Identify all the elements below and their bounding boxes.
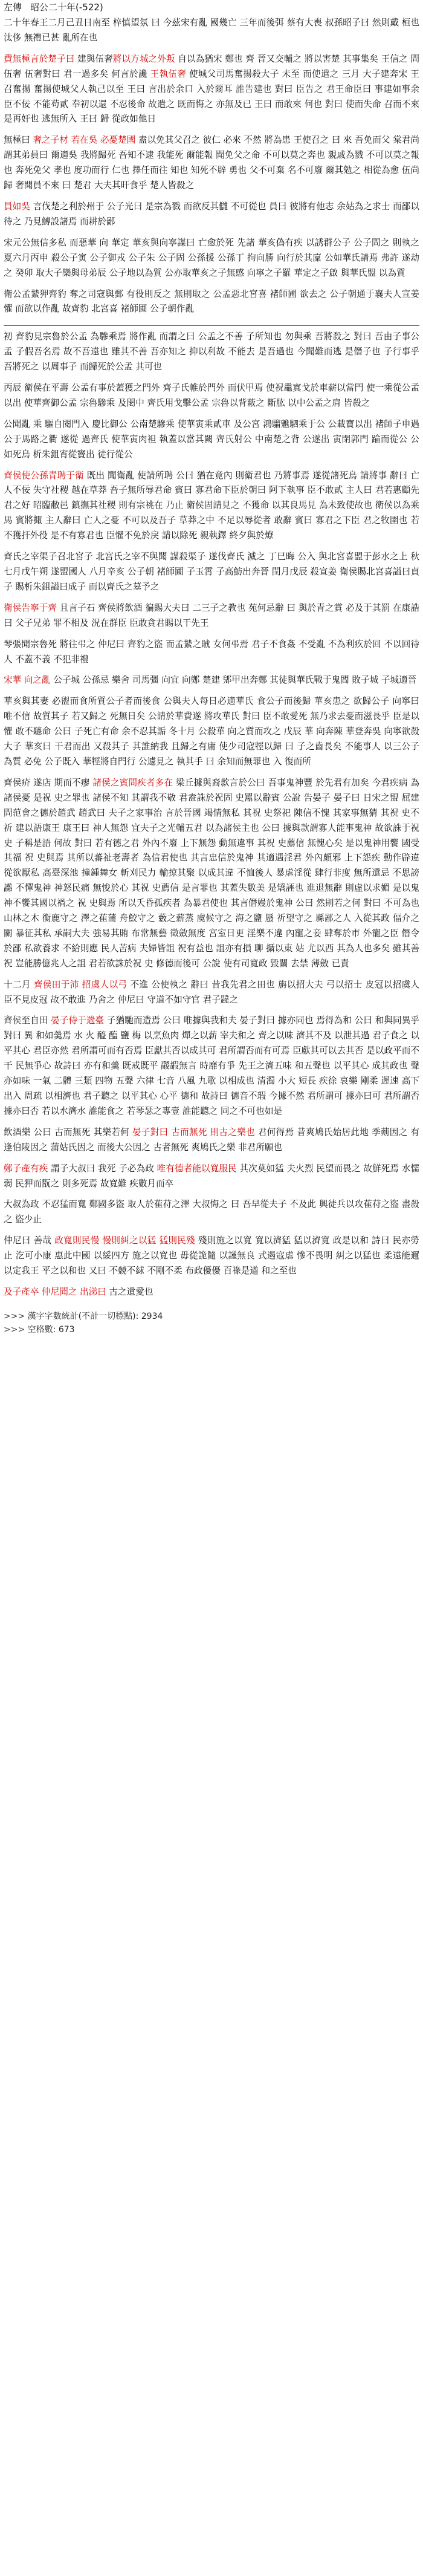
paragraph-gap [4, 194, 419, 200]
text-segment: 梁丘據與裔款言於公曰 吾事鬼神豐 於先君有加矣 今君疾病 為諸侯憂 是祝 史之罪也 諸侯不知 其謂我不敬 君盍誅於祝固 史嚚以辭賓 公說 告晏子 晏子曰 日宋之盟 屈建問范會之德於趙武 趙武曰 夫子之家事治 言於晉國 竭情無私 其祝 史祭祀 陳信不愧 其家事無猜 其祝 史不祈 建以語康王 康王曰 神人無怨 宜夫子之光輔五君 以為諸侯主也 公曰 據與款謂寡人能事鬼神 故欲誅于祝 史 子稱是語 何故 對曰 若有德之君 外內不廢 上下無怨 動無違事 其祝 史薦信 無愧心矣 是以鬼神用饗 國受其福 祝 史與焉 其所以蕃祉老壽者 為信君使也 其言忠信於鬼神 其適遇淫君 外內頗邪 上下怨疾 動作辟違 從欲厭私 高臺深池 撞鍾舞女 斬刈民力 輸掠其聚 以成其違 不恤後人 暴虐淫從 肆行非度 無所還忌 不思謗讟 不憚鬼神 神怒民痛 無悛於心 其祝 史薦信 是言罪也 其蓋失數美 是矯誣也 進退無辭 則虛以求媚 是以鬼神不饗其國以禍之 祝 史與焉 所以夭昏孤疾者 為暴君使也 其言僭嫚於鬼神 公曰 然則若之何 對曰 不可為也 山林之木 衡鹿守之 澤之萑蒲 舟鮫守之 藪之薪蒸 虞候守之 海之鹽 蜃 祈望守之 縣鄙之人 入從其政 偪介之關 暴征其私 承嗣大夫 強易其賄 布常無藝 徵斂無度 宮室日更 淫樂不違 內寵之妾 肆奪於市 外寵之臣 僭令於鄙 私欲養求 不給則應 民人苦病 夫婦皆詛 祝有益也 詛亦有損 聊 攝以東 姑 尤以西 其為人也多矣 雖其善祝 豈能勝億兆人之詛 君若欲誅於祝 史 修德而後可 公說 使有司寬政 毀關 去禁 薄斂 已責 [4, 777, 419, 969]
text-segment: 公聞亂 乘 驅自閱門入 慶比御公 公南楚驂乘 使華寅乘貳車 及公宮 鴻騮魋駟乘于公 公載寶以出 褚師子申遇公于馬路之衢 遂從 過齊氏 使華寅肉袒 執蓋以當其闕 齊氏射公 中南楚之背 公遂出 寅閉郭門 踰而從公 公如死鳥 析朱鉏宵從竇出 徒行從公 [4, 418, 419, 460]
paragraph [4, 601, 419, 631]
paragraph [4, 776, 419, 972]
paragraph [4, 1234, 419, 1279]
text-segment: 盍以免其父召之 彼仁 必來 不然 將為患 王使召之 曰 來 吾免而父 棠君尚謂其弟員曰 爾適吳 我將歸死 吾知不逮 我能死 爾能報 聞免父之命 不可以莫之奔也 親戚為戮 不可以莫之報也 奔死免父 孝也 度功而行 仁也 擇任而往 知也 知死不辟 勇也 父不可棄 名不可廢 爾其勉之 相從為愈 伍尚歸 奢聞員不來 曰 楚君 大夫其旰食乎 楚人皆殺之 [4, 135, 419, 191]
paragraph [4, 978, 419, 1008]
text-segment: 琴張聞宗魯死 將往弔之 仲尼曰 齊豹之盜 而孟縶之賊 女何弔焉 君子不食姦 不受亂 不為利疚於回 不以回待人 不蓋不義 不犯非禮 [4, 639, 419, 665]
paragraph [4, 16, 419, 46]
paragraph [4, 287, 419, 317]
paragraph-gap [4, 1300, 419, 1306]
text-segment: 謂子大叔曰 我死 子必為政 [48, 1163, 157, 1174]
highlighted-text: 齊侯使公孫青聘于衛 [4, 470, 84, 481]
highlighted-text: 將以方城之外叛 [112, 53, 175, 64]
space-count-line [4, 1323, 419, 1336]
book-title: 左傳 [4, 2, 22, 13]
paragraph-gap [4, 375, 419, 381]
paragraph [4, 52, 419, 128]
paragraph [4, 1162, 419, 1192]
paragraph-gap [4, 1279, 419, 1285]
highlighted-text: 衛侯告寧于齊 [4, 602, 57, 613]
text-segment: 衛公孟縶狎齊豹 奪之司寇與鄄 有役則反之 無則取之 公孟惡北宮喜 褚師圃 欲去之 公子朝通于襄夫人宣姜 懼 而欲以作亂 故齊豹 北宮喜 褚師圃 公子朝作亂 [4, 288, 419, 314]
highlighted-text: 晏子侍于遄臺 [51, 1015, 105, 1026]
section-divider [4, 325, 419, 326]
paragraph-gap [4, 544, 419, 550]
paragraph [4, 1197, 419, 1228]
paragraph-gap [4, 317, 419, 323]
text-segment: 子猶馳而造焉 公曰 唯據與我和夫 晏子對曰 據亦同也 焉得為和 公曰 和與同異乎 對曰 異 和如羹焉 水 火 醯 醢 鹽 梅 以烹魚肉 燀之以薪 宰夫和之 齊之以味 濟其不及 以泄其過 君子食之 以平其心 君臣亦然 君所謂可而有否焉 臣獻其否以成其可 君所謂否而有可焉 臣獻其可以去其否 是以政平而不干 民無爭心 故詩曰 亦有和羹 既戒既平 鬷嘏無言 時靡有爭 先王之濟五味 和五聲也 以平其心 成其政也 聲亦如味 一氣 二體 三類 四物 五聲 六律 七音 八風 九歌 以相成也 清濁 小大 短長 疾徐 哀樂 剛柔 遲速 高下 出入 周疏 以相濟也 君子聽之 以平其心 心平 德和 故詩曰 德音不瑕 今據不然 君所謂可 據亦曰可 君所謂否 據亦曰否 若以水濟水 誰能食之 若琴瑟之專壹 誰能聽之 同之不可也如是 [4, 1015, 419, 1116]
char-count-line [4, 1310, 419, 1323]
text-segment: 齊侯疥 遂店 期而不瘳 [4, 777, 93, 788]
document-header [4, 0, 419, 16]
paragraph-gap [4, 1007, 419, 1013]
document-body [4, 16, 419, 1306]
paragraph [4, 236, 419, 281]
paragraph [4, 694, 419, 770]
paragraph [4, 381, 419, 411]
space-count-value: 673 [58, 1324, 75, 1335]
paragraph [4, 550, 419, 595]
arrow-icon: >>> [4, 1311, 25, 1321]
text-segment: 無極曰 [4, 135, 33, 146]
text-segment: 既出 聞衛亂 使請所聘 公曰 猶在竟內 則衛君也 乃將事焉 遂從諸死鳥 請將事 辭曰 亡人不佞 失守社稷 越在草莽 吾子無所辱君命 賓曰 寡君命下臣於朝曰 阿下執事 臣不敢貳 主人曰 君若惠顧先君之好 昭臨敝邑 鎮撫其社稷 則有宗祧在 乃止 衛侯固請見之 不獲命 以其良馬見 為未致使故也 衛侯以為乘馬 賓將掫 主人辭曰 亡人之憂 不可以及吾子 草莽之中 不足以辱從者 敢辭 賓曰 寡君之下臣 君之牧圉也 若不獲扞外役 是不有寡君也 臣懼不免於戾 請以除死 親執鐸 終夕與於燎 [4, 470, 419, 541]
highlighted-text: 宋華 向之亂 [4, 675, 51, 686]
highlighted-text: 齊侯田于沛 招虞人以弓 [33, 979, 128, 990]
paragraph-gap [4, 1228, 419, 1234]
paragraph-gap [4, 230, 419, 236]
highlighted-text: 諸侯之賓問疾者多在 [92, 777, 173, 788]
paragraph [4, 417, 419, 463]
text-segment: 不進 公使執之 辭曰 昔我先君之田也 旃以招大夫 弓以招士 皮冠以招虞人 臣不見皮冠 故不敢進 乃舍之 仲尼曰 守道不如守官 君子韙之 [4, 979, 420, 1005]
paragraph-gap [4, 1119, 419, 1125]
text-segment: 華亥與其妻 必盥而食所質公子者而後食 公與夫人每日必適華氏 食公子而後歸 華亥患之 欲歸公子 向寧曰 唯不信 故質其子 若又歸之 死無日矣 公請於華費遂 將攻華氏 對曰 臣不敢愛死 無乃求去憂而滋長乎 臣是以懼 敢不聽命 公曰 子死亡有命 余不忍其詬 冬十月 公殺華 向之質而攻之 戊辰 華 向奔陳 華登奔吳 向寧欲殺大子 華亥曰 干君而出 又殺其子 其誰納我 且歸之有庸 使少司寇牼以歸 曰 子之齒長矣 不能事人 以三公子為質 必免 公子既入 華牼將自門行 公遽見之 執其手 曰 余知而無罪也 入 復而所 [4, 696, 419, 767]
highlighted-text: 及子產卒 仲尼聞之 出涕曰 [4, 1286, 106, 1297]
statistics [4, 1310, 419, 1336]
text-segment: 丙辰 衛侯在平壽 公孟有事於蓋獲之門外 齊子氏帷於門外 而伏甲焉 使祝鼃寘戈於車薪以當門 使一乘從公孟以出 使華齊御公孟 宗魯驂乘 及閎中 齊氏用戈擊公孟 宗魯以背蔽之 斷肱 以中公孟之肩 皆殺之 [4, 383, 419, 408]
highlighted-text: 鄭子產有疾 [4, 1163, 48, 1174]
paragraph-gap [4, 770, 419, 776]
paragraph-gap [4, 127, 419, 133]
paragraph-gap [4, 463, 419, 469]
highlighted-text: 費無極言於楚子曰 [4, 53, 75, 64]
paragraph-gap [4, 667, 419, 673]
arrow-icon: >>> [4, 1324, 25, 1335]
text-segment: 初 齊豹見宗魯於公孟 為驂乘焉 將作亂 而謂之曰 公孟之不善 子所知也 勿與乘 吾將殺之 對曰 吾由子事公孟 子假吾名焉 故不吾遠也 雖其不善 吾亦知之 抑以利故 不能去 是吾過也 今聞難而逃 是僭子也 子行事乎 吾將死之 以周事子 而歸死於公孟 其可也 [4, 331, 419, 372]
char-count-value: 2934 [141, 1311, 163, 1321]
section-title: 昭公二十年(-522) [30, 2, 103, 13]
text-segment: 齊氏之宰渠子召北宮子 北宮氏之宰不與聞 謀殺渠子 遂伐齊氏 滅之 丁巳晦 公入 與北宮喜盟于彭水之上 秋七月戊午朔 遂盟國人 八月辛亥 公子朝 褚師圃 子玉霄 子高魴出奔晉 閏月戊辰 殺宣姜 衛侯賜北宮喜謚曰貞子 賜析朱鉏謚曰成子 而以齊氏之墓予之 [4, 551, 419, 592]
highlighted-text: 唯有德者能以寬服民 [157, 1163, 237, 1174]
highlighted-text: 晏子對曰 古而無死 則古之樂也 [132, 1127, 255, 1137]
paragraph [4, 673, 419, 688]
paragraph [4, 133, 419, 194]
text-segment: 飲酒樂 公曰 古而無死 其樂若何 [4, 1127, 132, 1137]
text-segment: 大叔為政 不忍猛而寬 鄭國多盜 取人於萑苻之澤 大叔悔之 曰 吾早從夫子 不及此 興徒兵以攻萑苻之盜 盡殺之 盜少止 [4, 1199, 419, 1225]
paragraph-gap [4, 631, 419, 637]
text-segment: 且言子石 齊侯將飲酒 徧賜大夫曰 二三子之教也 苑何忌辭 曰 與於青之賞 必及于其罰 在康誥曰 父子兄弟 罪不相及 況在群臣 臣敢貪君賜以干先王 [4, 602, 419, 628]
text-segment: 言伐楚之利於州于 公子光曰 是宗為戮 而欲反其讎 不可從也 員曰 彼將有他志 余姑為之求士 而鄙以待之 乃見鱄設諸焉 而耕於鄙 [4, 201, 419, 227]
highlighted-text: 員如吳 [4, 201, 31, 212]
paragraph-gap [4, 688, 419, 694]
highlighted-text: 政寬則民慢 慢則糾之以猛 猛則民殘 [54, 1235, 195, 1246]
char-count-label: 漢字字數統計(不計一切標點): [27, 1311, 139, 1321]
text-segment: 君何得焉 昔爽鳩氏始居此地 季荝因之 有逢伯陵因之 蒲姑氏因之 而後大公因之 古者無死 爽鳩氏之樂 非君所願也 [4, 1127, 419, 1153]
paragraph-gap [4, 281, 419, 287]
text-segment: 其次莫如猛 夫火烈 民望而畏之 故鮮死焉 水懦弱 民狎而翫之 則多死焉 故寬難 疾數月而卒 [4, 1163, 419, 1189]
text-segment: 自以為猶宋 鄭也 齊 晉又交輔之 將以害楚 其事集矣 王信之 問伍奢 伍奢對曰 君一過多矣 何言於讒 [4, 53, 419, 79]
space-count-label: 空格數: [27, 1324, 56, 1335]
text-segment: 仲尼曰 善哉 [4, 1235, 55, 1246]
text-segment: 使城父司馬奮揚殺大子 未至 而使遣之 三月 大子建奔宋 王召奮揚 奮揚使城父人執己以至 王曰 言出於余口 入於爾耳 誰告建也 對曰 臣告之 君王命臣曰 事建如事余 臣不佞 不能苟貳 奉初以還 不忍後命 故遣之 既而悔之 亦無及已 王曰 而敢來 何也 對曰 使而失命 召而不來 是再奸也 逃無所入 王曰 歸 從政如他日 [4, 68, 419, 125]
text-segment: 宋元公無信多私 而惡華 向 華定 華亥與向寧謀曰 亡愈於死 先諸 華亥偽有疾 以誘群公子 公子問之 則執之 夏六月丙申 殺公子寅 公子御戎 公子朱 公子固 公孫援 公孫丁 拘向勝 向行於其廩 公如華氏請焉 弗許 遂劫之 癸卯 取大子欒與母弟辰 公子地以為質 公亦取華亥之子無感 向寧之子羅 華定之子啟 與華氏盟 以為質 [4, 237, 419, 278]
paragraph-gap [4, 1191, 419, 1197]
paragraph [4, 469, 419, 544]
paragraph [4, 330, 419, 375]
text-segment: 齊侯至自田 [4, 1015, 51, 1026]
text-segment: 十二月 [4, 979, 34, 990]
text-segment: 殘則施之以寬 寬以濟猛 猛以濟寬 政是以和 詩曰 民亦勞止 汔可小康 惠此中國 以綏四方 施之以寬也 毋從詭隨 以謹無良 式遏寇虐 慘不畏明 糾之以猛也 柔遠能邇 以定我王 平之以和也 又曰 不競不絿 不剛不柔 布政優優 百祿是遒 和之至也 [4, 1235, 420, 1277]
highlighted-text: 王執伍奢 [150, 68, 187, 79]
paragraph [4, 200, 419, 230]
paragraph-gap [4, 1156, 419, 1162]
text-segment: 二十年春王二月己丑日南至 梓慎望氛 曰 今茲宋有亂 國幾亡 三年而後弭 蔡有大喪 叔孫昭子曰 然則戴 桓也 汰侈 無禮已甚 亂所在也 [4, 18, 419, 43]
paragraph [4, 637, 419, 668]
highlighted-text: 奢之子材 若在吳 必憂楚國 [33, 135, 136, 146]
text-segment: 古之遺愛也 [106, 1286, 153, 1297]
paragraph-gap [4, 595, 419, 601]
paragraph-gap [4, 46, 419, 52]
paragraph [4, 1285, 419, 1300]
paragraph [4, 1125, 419, 1156]
text-segment: 建與伍奢 [74, 53, 113, 64]
paragraph-gap [4, 972, 419, 978]
paragraph-gap [4, 411, 419, 417]
text-segment: 公子城 公孫忌 樂舍 司馬彊 向宜 向鄭 楚建 郳甲出奔鄭 其徒與華氏戰于鬼閻 敗子城 子城適晉 [50, 675, 417, 686]
paragraph [4, 1013, 419, 1119]
